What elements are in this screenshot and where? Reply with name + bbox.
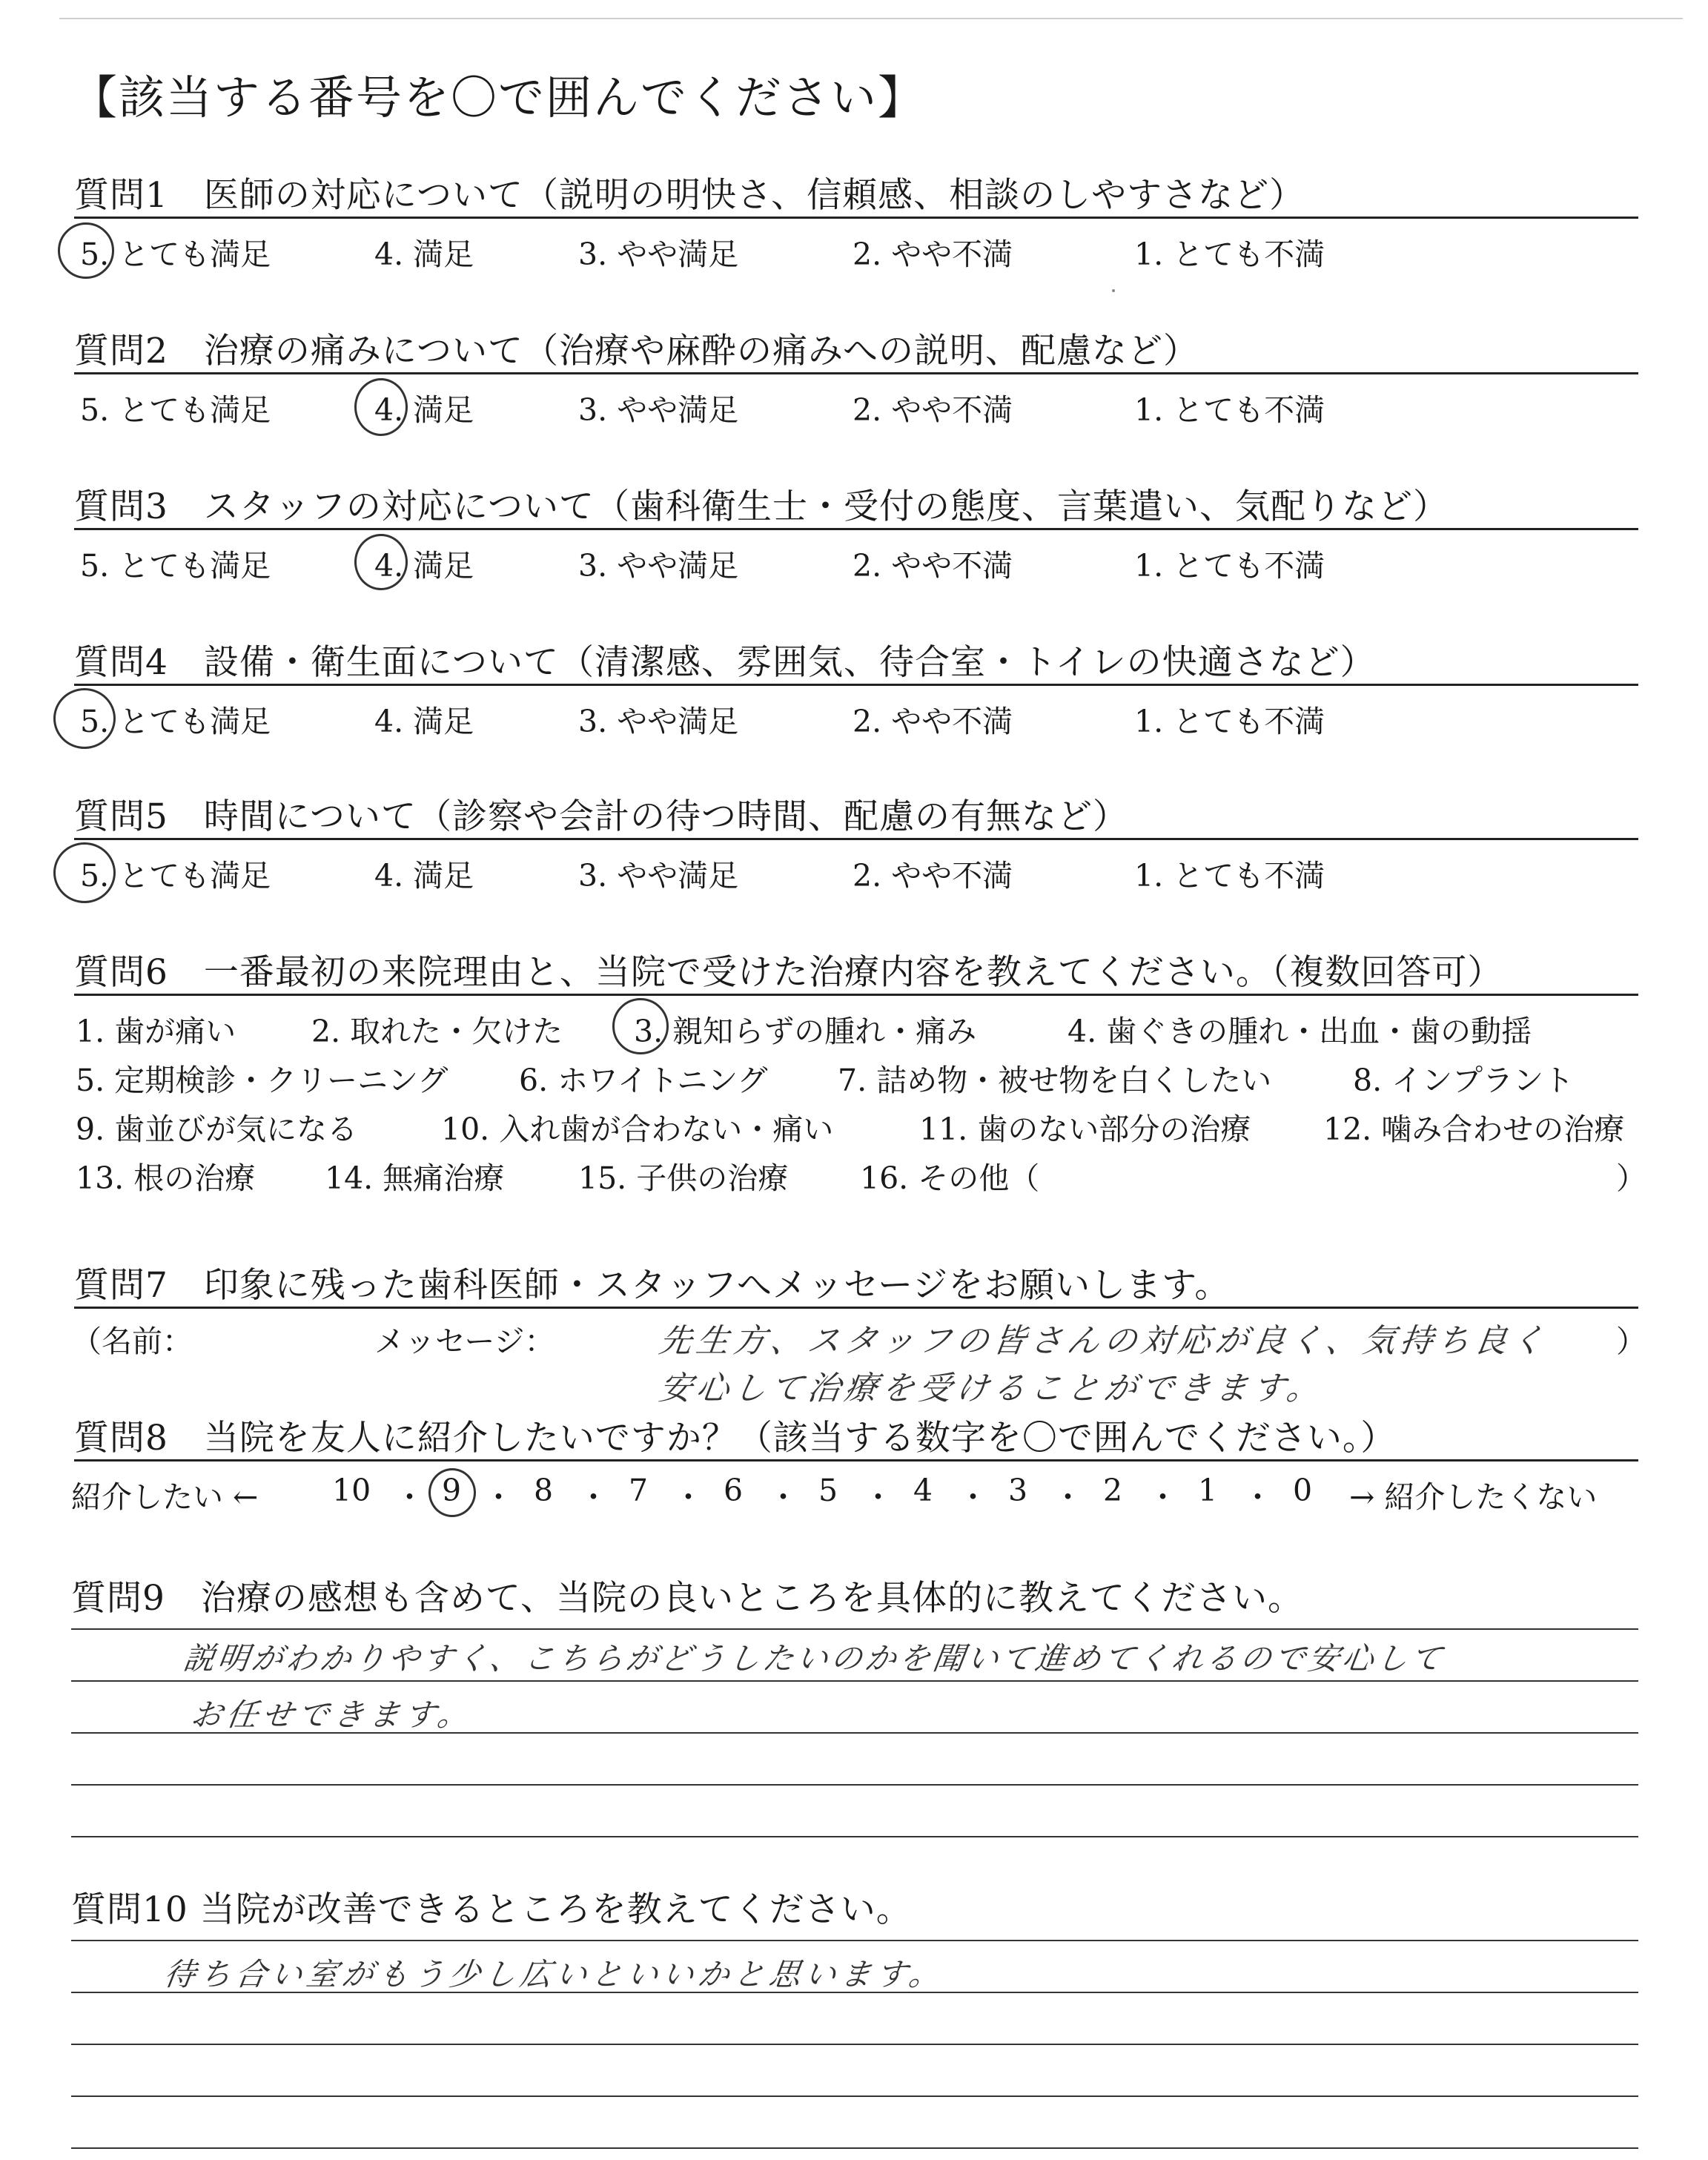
q5-option-4[interactable]: 4. 満足: [374, 858, 474, 894]
q10-handwritten-answer-line-1: 待ち合い室がもう少し広いといいかと思います。: [162, 1956, 947, 1992]
question-8-title: 質問8 当院を友人に紹介したいですか？（該当する数字を〇で囲んでください。）: [74, 1418, 1397, 1459]
q6-option-2[interactable]: 2. 取れた・欠けた: [311, 1014, 563, 1049]
page-top-edge: [59, 18, 1683, 19]
q8-dot: ・: [673, 1479, 704, 1515]
q8-scale-6[interactable]: 6: [724, 1473, 744, 1508]
q8-dot: ・: [958, 1479, 988, 1515]
q4-option-1[interactable]: 1. とても不満: [1134, 704, 1325, 739]
q9-answer-line-2: [71, 1680, 1638, 1682]
q3-option-2[interactable]: 2. やや不満: [853, 548, 1013, 584]
q8-dot: ・: [483, 1479, 514, 1515]
q10-answer-line-1: [71, 1940, 1638, 1941]
q2-selection-circle: [354, 378, 408, 436]
question-1-rule: [74, 217, 1638, 219]
question-10-title: 質問10 当院が改善できるところを教えてください。: [71, 1889, 912, 1930]
question-1-title: 質問1 医師の対応について（説明の明快さ、信頼感、相談のしやすさなど）: [74, 175, 1305, 216]
q8-scale-7[interactable]: 7: [629, 1473, 649, 1508]
q1-option-3[interactable]: 3. やや満足: [578, 237, 739, 272]
q3-selection-circle: [354, 534, 408, 590]
question-3-title: 質問3 スタッフの対応について（歯科衛生士・受付の態度、言葉遣い、気配りなど）: [74, 486, 1449, 527]
q8-scale-9[interactable]: 9: [442, 1473, 462, 1508]
q8-dot: ・: [768, 1479, 798, 1515]
question-6-rule: [74, 994, 1638, 996]
q5-option-3[interactable]: 3. やや満足: [578, 858, 739, 894]
q6-option-16[interactable]: 16. その他（: [860, 1160, 1040, 1196]
q7-name-label: （名前：: [71, 1324, 193, 1359]
q4-option-2[interactable]: 2. やや不満: [853, 704, 1013, 739]
q2-option-2[interactable]: 2. やや不満: [853, 392, 1013, 428]
q8-scale-5[interactable]: 5: [818, 1473, 838, 1508]
q9-answer-line-1: [71, 1628, 1638, 1630]
question-2-rule: [74, 372, 1638, 374]
q6-option-13[interactable]: 13. 根の治療: [76, 1160, 256, 1196]
q4-option-4[interactable]: 4. 満足: [374, 704, 474, 739]
scan-speck: [1112, 289, 1115, 292]
q9-handwritten-answer-line-1: 説明がわかりやすく、こちらがどうしたいのかを聞いて進めてくれるので安心して: [181, 1640, 1448, 1677]
q6-option-4[interactable]: 4. 歯ぐきの腫れ・出血・歯の動揺: [1068, 1014, 1532, 1049]
q2-option-3[interactable]: 3. やや満足: [578, 392, 739, 428]
q10-answer-line-3: [71, 2044, 1638, 2045]
q4-option-3[interactable]: 3. やや満足: [578, 704, 739, 739]
q9-answer-line-5: [71, 1836, 1638, 1837]
q8-dot: ・: [578, 1479, 609, 1515]
form-heading: 【該当する番号を〇で囲んでください】: [71, 70, 926, 125]
question-9-title: 質問9 治療の感想も含めて、当院の良いところを具体的に教えてください。: [71, 1578, 1303, 1619]
q6-option-5[interactable]: 5. 定期検診・クリーニング: [76, 1063, 448, 1098]
q3-option-5[interactable]: 5. とても満足: [80, 548, 271, 584]
q3-option-1[interactable]: 1. とても不満: [1134, 548, 1325, 584]
question-6-title: 質問6 一番最初の来院理由と、当院で受けた治療内容を教えてください。（複数回答可）: [74, 952, 1503, 993]
q5-option-5[interactable]: 5. とても満足: [80, 858, 271, 894]
q8-scale-8[interactable]: 8: [534, 1473, 554, 1508]
question-4-rule: [74, 684, 1638, 686]
q2-option-5[interactable]: 5. とても満足: [80, 392, 271, 428]
q1-selection-circle: [58, 222, 114, 279]
question-7-title: 質問7 印象に残った歯科医師・スタッフへメッセージをお願いします。: [74, 1265, 1231, 1306]
question-7-rule: [74, 1307, 1638, 1309]
q6-option-3[interactable]: 3. 親知らずの腫れ・痛み: [634, 1014, 977, 1049]
q6-option-9[interactable]: 9. 歯並びが気になる: [76, 1112, 358, 1147]
q8-dot: ・: [1148, 1479, 1178, 1515]
q1-option-4[interactable]: 4. 満足: [374, 237, 474, 272]
q6-option-8[interactable]: 8. インプラント: [1353, 1063, 1575, 1098]
q8-dot: ・: [1053, 1479, 1083, 1515]
q1-option-1[interactable]: 1. とても不満: [1134, 237, 1325, 272]
q6-option-15[interactable]: 15. 子供の治療: [578, 1160, 789, 1196]
q3-option-3[interactable]: 3. やや満足: [578, 548, 739, 584]
q7-handwritten-message-line-1: 先生方、スタッフの皆さんの対応が良く、気持ち良く: [656, 1322, 1552, 1360]
q8-scale-2[interactable]: 2: [1103, 1473, 1123, 1508]
q4-option-5[interactable]: 5. とても満足: [80, 704, 271, 739]
q6-option-12[interactable]: 12. 噛み合わせの治療: [1323, 1112, 1625, 1147]
q8-scale-1[interactable]: 1: [1198, 1473, 1218, 1508]
q9-handwritten-answer-line-2: お任せできます。: [188, 1697, 476, 1733]
q7-message-label: メッセージ：: [374, 1324, 555, 1359]
q3-option-4[interactable]: 4. 満足: [374, 548, 474, 584]
q8-dot: ・: [863, 1479, 893, 1515]
question-4-title: 質問4 設備・衛生面について（清潔感、雰囲気、待合室・トイレの快適さなど）: [74, 642, 1376, 683]
q6-option-6[interactable]: 6. ホワイトニング: [519, 1063, 768, 1098]
q8-left-label: 紹介したい ←: [71, 1479, 259, 1515]
question-8-rule: [74, 1459, 1638, 1462]
q2-option-4[interactable]: 4. 満足: [374, 392, 474, 428]
q6-option-7[interactable]: 7. 詰め物・被せ物を白くしたい: [838, 1063, 1272, 1098]
q6-option-11[interactable]: 11. 歯のない部分の治療: [919, 1112, 1251, 1147]
q8-scale-10[interactable]: 10: [332, 1473, 371, 1508]
q8-scale-4[interactable]: 4: [913, 1473, 933, 1508]
q2-option-1[interactable]: 1. とても不満: [1134, 392, 1325, 428]
q5-selection-circle: [53, 842, 116, 903]
question-5-title: 質問5 時間について（診察や会計の待つ時間、配慮の有無など）: [74, 796, 1128, 837]
q8-scale-3[interactable]: 3: [1008, 1473, 1028, 1508]
q5-option-2[interactable]: 2. やや不満: [853, 858, 1013, 894]
q10-answer-line-5: [71, 2147, 1638, 2149]
q8-dot: ・: [1242, 1479, 1273, 1515]
q8-selection-circle: [428, 1468, 476, 1517]
q6-other-close-paren: ）: [1616, 1160, 1646, 1196]
q1-option-5[interactable]: 5. とても満足: [80, 237, 271, 272]
q8-right-label: → 紹介したくない: [1349, 1479, 1598, 1515]
question-5-rule: [74, 838, 1638, 840]
q7-handwritten-message-line-2: 安心して治療を受けることができます。: [656, 1370, 1327, 1407]
q1-option-2[interactable]: 2. やや不満: [853, 237, 1013, 272]
q7-close-paren: ）: [1616, 1324, 1646, 1359]
q8-dot: ・: [394, 1479, 425, 1515]
q10-answer-line-4: [71, 2095, 1638, 2097]
question-3-rule: [74, 528, 1638, 530]
q6-option-1[interactable]: 1. 歯が痛い: [76, 1014, 236, 1049]
q6-option-14[interactable]: 14. 無痛治療: [325, 1160, 505, 1196]
q6-option-10[interactable]: 10. 入れ歯が合わない・痛い: [441, 1112, 834, 1147]
q6-selection-circle: [612, 998, 669, 1054]
q4-selection-circle: [53, 688, 116, 749]
q5-option-1[interactable]: 1. とても不満: [1134, 858, 1325, 894]
question-2-title: 質問2 治療の痛みについて（治療や麻酔の痛みへの説明、配慮など）: [74, 331, 1199, 371]
q8-scale-0[interactable]: 0: [1293, 1473, 1313, 1508]
q9-answer-line-4: [71, 1784, 1638, 1786]
